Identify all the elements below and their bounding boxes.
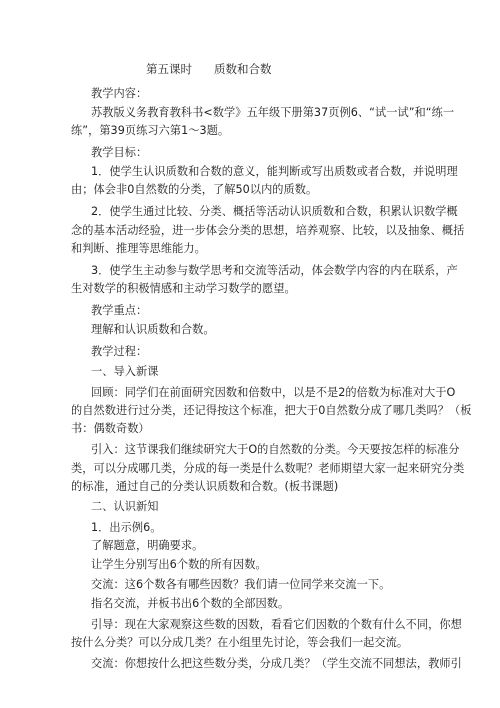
intro-line: 的标准，通过自己的分类认识质数和合数。(板书课题) <box>71 480 339 493</box>
goal-2-line: 2．使学生通过比较、分类、概括等活动认识质数和合数，积累认识数学概 <box>91 205 458 218</box>
paragraph-line: 苏教版义务教育教科书<数学》五年级下册第37页例6、“试一试”和“练一 <box>91 106 455 119</box>
goal-1-line: 由；体会非0自然数的分类，了解50以内的质数。 <box>71 183 318 196</box>
review-line: 书：偶数奇数） <box>71 422 150 435</box>
review-line: 的自然数进行过分类，还记得按这个标准，把大于0自然数分成了哪几类吗？（板 <box>71 404 472 417</box>
paragraph-line: 让学生分别写出6个数的所有因数。 <box>91 558 267 571</box>
goal-3-line: 3．使学生主动参与数学思考和交流等活动，体会数学内容的内在联系，产 <box>91 264 458 277</box>
guide-line: 按什么分类？可以分成几类？在小组里先讨论，等会我们一起交流。 <box>71 636 409 649</box>
heading-intro: 一、导入新课 <box>91 365 159 378</box>
intro-line: 类，可以分成哪几类，分成的每一类是什么数呢？老师期望大家一起来研究分类 <box>71 462 465 475</box>
goal-1-line: 1．使学生认识质数和合数的意义，能判断或写出质数或者合数，并说明理 <box>91 165 458 178</box>
section-label-goals: 教学目标： <box>91 146 148 159</box>
section-label-process: 教学过程： <box>91 345 148 358</box>
title-topic: 质数和合数 <box>214 62 272 76</box>
guide-line: 引导：现在大家观察这些数的因数，看看它们因数的个数有什么不同，你想 <box>91 618 462 631</box>
review-line: 回顾：同学们在前面研究因数和倍数中，以是不是2的倍数为标准对大于O <box>91 386 456 399</box>
example-line: 1．出示例6。 <box>91 521 162 534</box>
paragraph-line: 指名交流，并板书出6个数的全部因数。 <box>91 597 290 610</box>
intro-line: 引入：这节课我们继续研究大于O的自然数的分类。今天要按怎样的标准分 <box>91 443 460 456</box>
goal-2-line: 念的基本活动经验，进一步体会分类的思想，培养观察、比较，以及抽象、概括 <box>71 224 465 237</box>
paragraph-line: 练”，第39页练习六第1～3题。 <box>71 124 230 137</box>
heading-new-knowledge: 二、认识新知 <box>91 500 159 513</box>
paragraph-line: 交流：这6个数各有哪些因数？我们请一位同学来交流一下。 <box>91 578 391 591</box>
paragraph-line: 了解题意，明确要求。 <box>91 539 204 552</box>
goal-3-line: 生对数学的积极情感和主动学习数学的愿望。 <box>71 282 296 295</box>
page-title <box>146 62 272 77</box>
section-label-focus: 教学重点： <box>91 304 148 317</box>
section-label-content: 教学内容： <box>91 87 148 100</box>
title-lesson: 第五课时 <box>146 62 192 76</box>
exchange-line: 交流：你想按什么把这些数分类，分成几类？（学生交流不同想法，教师引 <box>91 657 462 670</box>
focus-line: 理解和认识质数和合数。 <box>91 323 215 336</box>
goal-2-line: 和判断、推理等思维能力。 <box>71 242 206 255</box>
